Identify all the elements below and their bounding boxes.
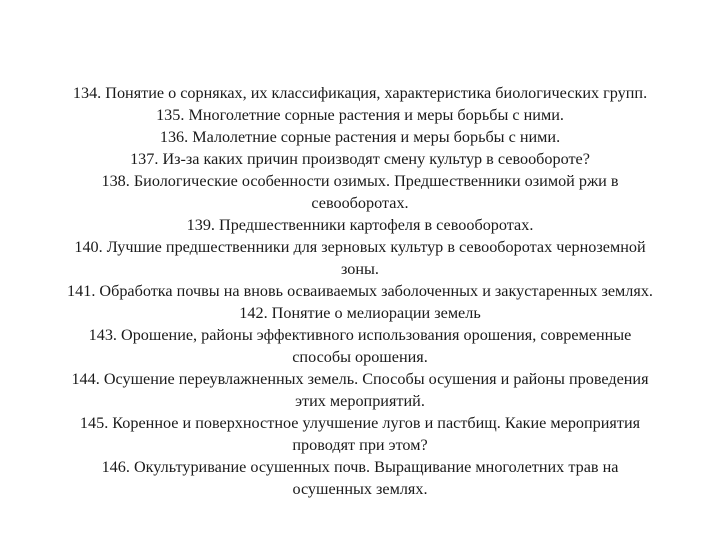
question-item (8, 280, 712, 302)
question-item (8, 368, 712, 412)
question-text-line: 140. Лучшие предшественники для зерновых культур в севооборотах черноземной (74, 238, 646, 256)
question-text-line: 138. Биологические особенности озимых. Предшественники озимой ржи в (101, 172, 619, 190)
question-text-line: 144. Осушение переувлажненных земель. Способы осушения и районы проведения (71, 370, 649, 388)
question-item (8, 412, 712, 456)
question-text-line: 141. Обработка почвы на вновь осваиваемых заболоченных и закустаренных землях. (67, 282, 653, 300)
question-item (8, 126, 712, 148)
question-text-line: 143. Орошение, районы эффективного использования орошения, современные (88, 326, 632, 344)
question-text-line: 134. Понятие о сорняках, их классификация, характеристика биологических групп. (72, 84, 648, 102)
question-text-line: 146. Окультуривание осушенных почв. Выращивание многолетних трав на (101, 458, 619, 476)
question-text-line: севооборотах. (311, 194, 409, 212)
question-item (8, 148, 712, 170)
question-item (8, 214, 712, 236)
question-item (8, 456, 712, 500)
question-item (8, 170, 712, 214)
question-text-line: 142. Понятие о мелиорации земель (239, 304, 481, 322)
question-item (8, 104, 712, 126)
question-text-line: осушенных землях. (292, 480, 428, 498)
question-item (8, 302, 712, 324)
question-list (8, 82, 712, 500)
question-text-line: проводят при этом? (292, 436, 428, 454)
question-text-line: 135. Многолетние сорные растения и меры борьбы с ними. (156, 106, 564, 124)
question-item (8, 324, 712, 368)
question-text-line: зоны. (341, 260, 379, 278)
question-text-line: 136. Малолетние сорные растения и меры борьбы с ними. (159, 128, 561, 146)
question-item (8, 236, 712, 280)
question-text-line: способы орошения. (292, 348, 428, 366)
question-text-line: этих мероприятий. (295, 392, 425, 410)
question-text-line: 137. Из-за каких причин производят смену культур в севообороте? (130, 150, 590, 168)
question-item (8, 82, 712, 104)
question-text-line: 145. Коренное и поверхностное улучшение лугов и пастбищ. Какие мероприятия (79, 414, 641, 432)
question-text-line: 139. Предшественники картофеля в севооборотах. (186, 216, 534, 234)
